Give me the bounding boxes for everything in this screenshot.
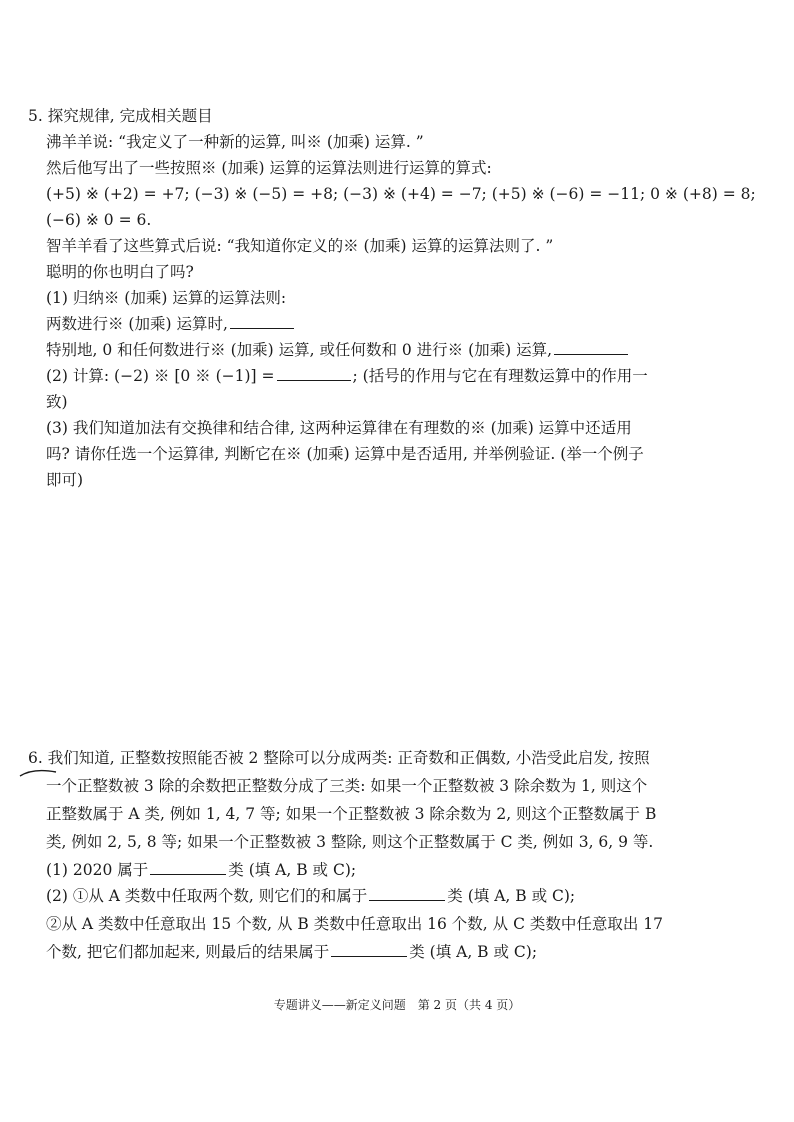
page-footer: [0, 996, 794, 1013]
answer-blank[interactable]: [277, 366, 351, 381]
q6-part2-line: [46, 886, 575, 906]
q5-part2-text-b: ; (括号的作用与它在有理数运算中的作用一: [352, 367, 648, 385]
q6-text-2: 一个正整数被 3 除的余数把正整数分成了三类: 如果一个正整数被 3 除余数为 1, 则这个: [46, 777, 648, 795]
q5-equations-2: (−6) ※ 0 = 6.: [46, 211, 152, 229]
q6-part1-text-a: (1) 2020 属于: [46, 861, 149, 879]
q6-part2-text-a: (2) ①从 A 类数中任取两个数, 则它们的和属于: [46, 887, 368, 905]
q6-part3-text-a: ②从 A 类数中任意取出 15 个数, 从 B 类数中任意取出 16 个数, 从 C 类数中任意取出 17: [46, 915, 664, 933]
q6-text-1: 6. 我们知道, 正整数按照能否被 2 整除可以分成两类: 正奇数和正偶数, 小浩受此启发, 按照: [28, 749, 650, 767]
q5-part2-line: [46, 366, 648, 386]
q6-text-4: 类, 例如 2, 5, 8 等; 如果一个正整数被 3 整除, 则这个正整数属于 C 类, 例如 3, 6, 9 等.: [46, 833, 654, 851]
q6-part1-text-b: 类 (填 A, B 或 C);: [228, 861, 357, 879]
q6-part3-text-c: 类 (填 A, B 或 C);: [409, 943, 538, 961]
answer-blank[interactable]: [230, 314, 294, 329]
q6-text-3: 正整数属于 A 类, 例如 1, 4, 7 等; 如果一个正整数被 3 除余数为 2, 则这个正整数属于 B: [46, 805, 657, 823]
q6-part3-line: [46, 942, 537, 962]
q5-text-4: 聪明的你也明白了吗?: [46, 263, 194, 281]
answer-blank[interactable]: [331, 942, 407, 957]
q5-text-2: 然后他写出了一些按照※ (加乘) 运算的运算法则进行运算的算式:: [46, 159, 492, 177]
answer-blank[interactable]: [554, 340, 628, 355]
q5-text-3: 智羊羊看了这些算式后说: “我知道你定义的※ (加乘) 运算的运算法则了. ”: [46, 237, 554, 255]
q5-part3-text-b: 吗? 请你任选一个运算律, 判断它在※ (加乘) 运算中是否适用, 并举例验证. (举一个例子: [46, 445, 644, 463]
footer-page-number: 第 2 页（共 4 页）: [417, 998, 521, 1012]
q5-part1-text-b: 特别地, 0 和任何数进行※ (加乘) 运算, 或任何数和 0 进行※ (加乘) 运算,: [46, 341, 553, 359]
q5-part3-text-c: 即可): [46, 471, 84, 489]
q5-part3-text-a: (3) 我们知道加法有交换律和结合律, 这两种运算律在有理数的※ (加乘) 运算中还适用: [46, 419, 632, 437]
q5-text-1: 沸羊羊说: “我定义了一种新的运算, 叫※ (加乘) 运算. ”: [46, 133, 424, 151]
q5-part1-label: (1) 归纳※ (加乘) 运算的运算法则:: [46, 289, 287, 307]
q5-title: 5. 探究规律, 完成相关题目: [28, 107, 213, 125]
q6-part2-text-b: 类 (填 A, B 或 C);: [447, 887, 576, 905]
answer-blank[interactable]: [150, 860, 226, 875]
q5-part1-line-b: [46, 340, 630, 360]
answer-blank[interactable]: [369, 886, 445, 901]
q5-equations-1: (+5) ※ (+2) = +7; (−3) ※ (−5) = +8; (−3) ※ (+4) = −7; (+5) ※ (−6) = −11; 0 ※ (+8) = 8;: [46, 185, 756, 203]
q5-part1-text-a: 两数进行※ (加乘) 运算时,: [46, 315, 228, 333]
q5-part2-text-a: (2) 计算: (−2) ※ [0 ※ (−1)] =: [46, 367, 275, 385]
q5-part2-text-c: 致): [46, 393, 68, 411]
q5-part1-line-a: [46, 314, 296, 334]
q6-part1-line: [46, 860, 356, 880]
q6-part3-text-b: 个数, 把它们都加起来, 则最后的结果属于: [46, 943, 330, 961]
footer-course-title: 专题讲义——新定义问题: [273, 998, 406, 1012]
